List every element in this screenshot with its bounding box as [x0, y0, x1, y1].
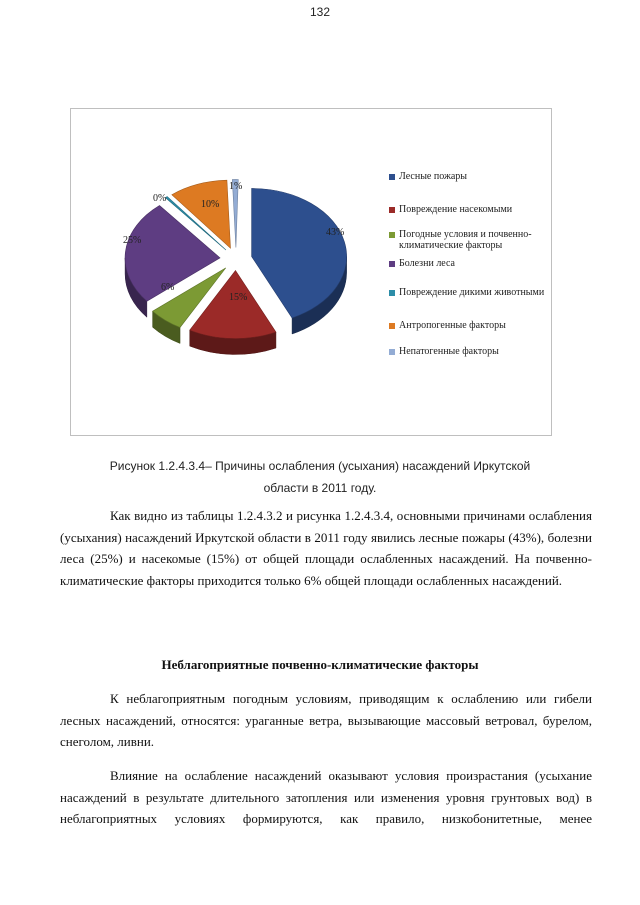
legend-label: Лесные пожары — [399, 171, 468, 182]
legend-label: Погодные условия и почвенно-климатические факторы — [399, 229, 532, 251]
figure-caption-line2: области в 2011 году. — [263, 481, 377, 495]
pie-data-label: 10% — [201, 199, 220, 210]
legend-swatch — [389, 349, 395, 355]
pie-data-label: 1% — [229, 181, 243, 192]
legend-label: Непатогенные факторы — [399, 346, 499, 357]
paragraph-growth-conditions: Влияние на ослабление насаждений оказывают условия произрастания (усыхание насаждений в результате длительного затопления или изменения уровня грунтовых вод) в неблагоприятных условиях формируются, как правило, низкобонитетные, менее — [60, 768, 592, 826]
legend-swatch — [389, 290, 395, 296]
legend-item — [389, 320, 554, 331]
legend-item — [389, 346, 554, 357]
pie-data-label: 6% — [161, 282, 175, 293]
pie-slice — [190, 271, 276, 339]
legend-swatch — [389, 261, 395, 267]
page-number: 132 — [309, 5, 331, 19]
legend-label: Антропогенные факторы — [399, 320, 506, 331]
legend-swatch — [389, 323, 395, 329]
pie-chart — [71, 109, 553, 437]
legend-item — [389, 258, 554, 269]
legend-item — [389, 171, 554, 182]
legend-item — [389, 287, 554, 298]
pie-chart-frame — [70, 108, 552, 436]
paragraph-weather: К неблагоприятным погодным условиям, приводящим к ослаблению или гибели лесных насаждений, относятся: ураганные ветра, вызывающие массовый ветровал, бурелом, снеголом, ливни. — [60, 691, 592, 749]
pie-data-label: 0% — [153, 193, 167, 204]
legend-label: Болезни леса — [399, 258, 455, 269]
legend-label: Повреждение насекомыми — [399, 204, 513, 215]
legend-item — [389, 229, 554, 251]
legend-swatch — [389, 174, 395, 180]
legend-swatch — [389, 207, 395, 213]
pie-data-label: 43% — [326, 227, 345, 238]
figure-caption-line1: Рисунок 1.2.4.3.4– Причины ослабления (усыхания) насаждений Иркутской — [109, 459, 531, 473]
section-heading: Неблагоприятные почвенно-климатические факторы — [161, 657, 479, 672]
pie-data-label: 25% — [123, 235, 142, 246]
paragraph-analysis: Как видно из таблицы 1.2.4.3.2 и рисунка 1.2.4.3.4, основными причинами ослабления (усыхания) насаждений Иркутской области в 2011 году явились лесные пожары (43%), болезни леса (25%) и насекомые (15%) от общей площади ослабленных насаждений. На почвенно-климатические факторы приходится только 6% общей площади ослабленных насаждений. — [60, 508, 592, 588]
pie-data-label: 15% — [229, 292, 248, 303]
legend-swatch — [389, 232, 395, 238]
legend-item — [389, 204, 554, 215]
legend-label: Повреждение дикими животными — [399, 287, 545, 298]
